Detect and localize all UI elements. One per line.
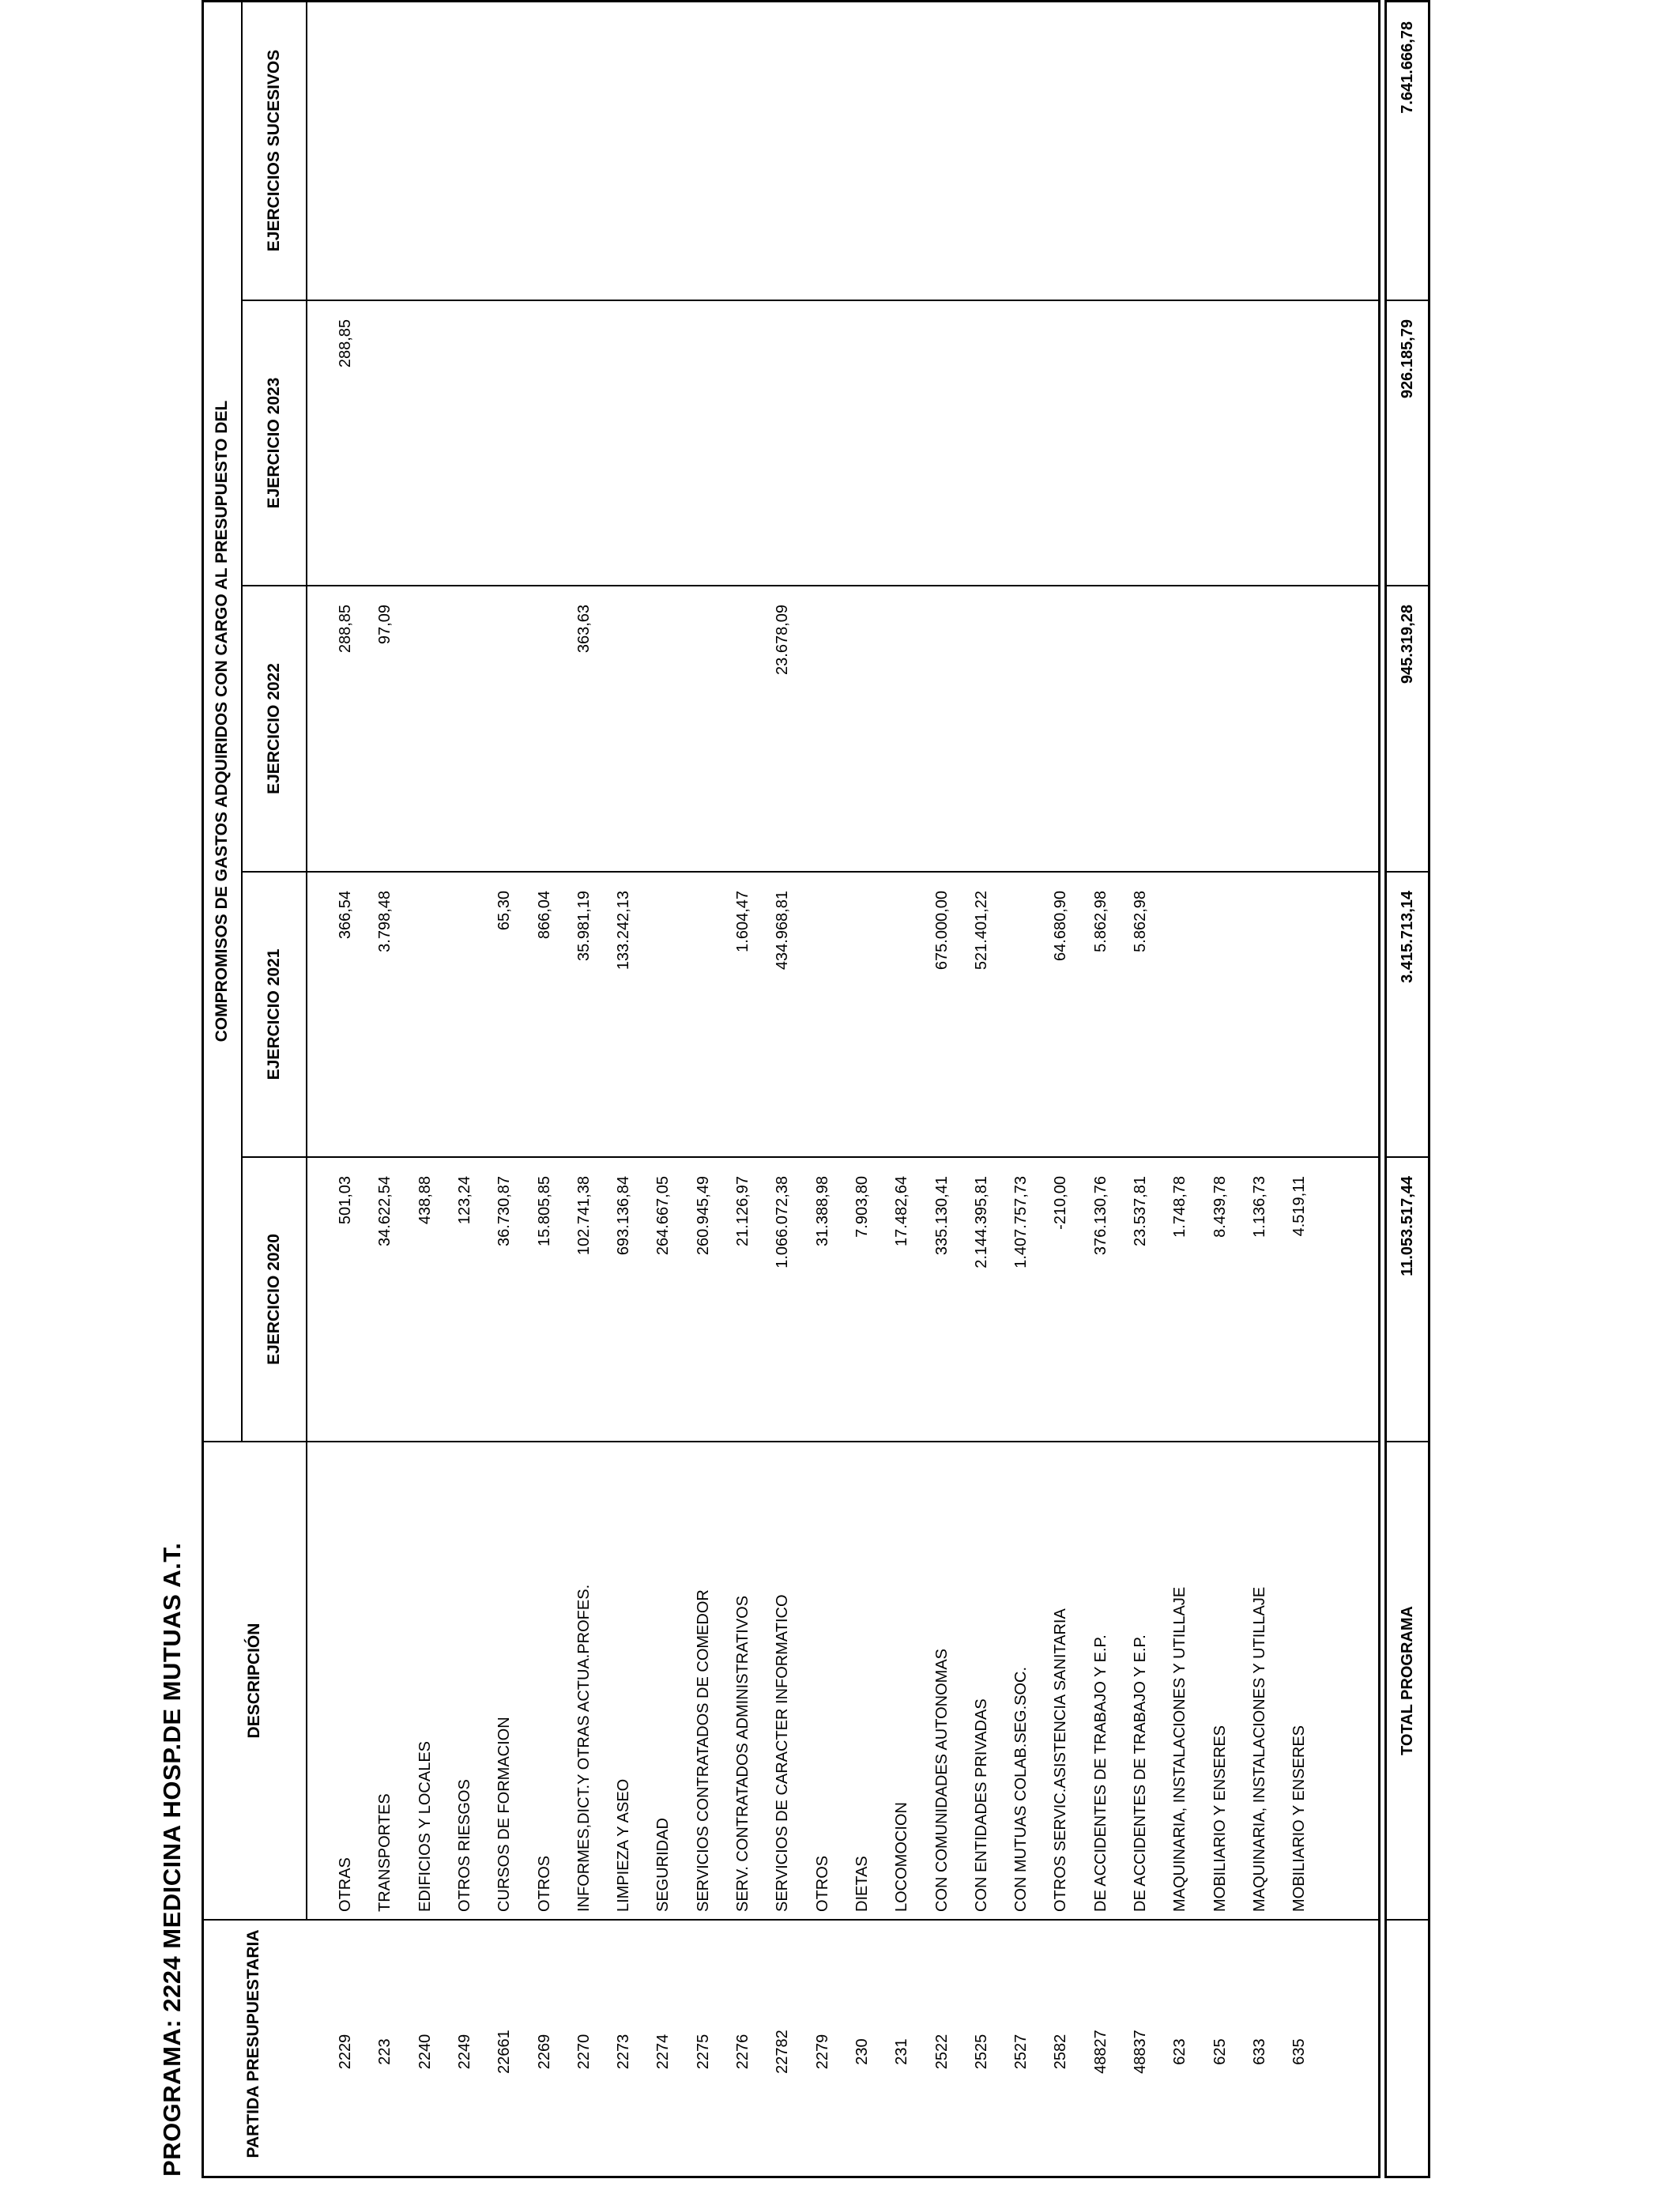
col-sep (241, 585, 1381, 586)
col-sep (1384, 1919, 1430, 1921)
cell-ejercicio-2020: 1.407.757,73 (1012, 1176, 1030, 1269)
cell-descripcion: OTROS SERVIC.ASISTENCIA SANITARIA (1052, 1608, 1069, 1912)
cell-ejercicio-2020: 17.482,64 (893, 1176, 910, 1246)
col-sep (1384, 300, 1430, 301)
cell-ejercicio-2020: -210,00 (1052, 1176, 1069, 1230)
cell-ejercicio-2021: 521.401,22 (973, 891, 990, 971)
cell-partida: 2527 (1012, 2034, 1030, 2070)
cell-descripcion: LIMPIEZA Y ASEO (615, 1778, 632, 1912)
col-sep (202, 1919, 1381, 1921)
cell-descripcion: MOBILIARIO Y ENSERES (1211, 1725, 1229, 1912)
total-ejercicio-2021: 3.415.713,14 (1399, 891, 1416, 983)
cell-partida: 633 (1251, 2038, 1268, 2065)
cell-ejercicio-2021: 366,54 (337, 891, 354, 940)
cell-ejercicio-2022: 97,09 (376, 605, 394, 645)
col-sep (241, 300, 1381, 301)
cell-partida: 2582 (1052, 2034, 1069, 2070)
header-partida: PARTIDA PRESUPUESTARIA (243, 1929, 262, 2158)
cell-ejercicio-2021: 65,30 (495, 891, 513, 931)
header-ejercicio-2023: EJERCICIO 2023 (264, 377, 283, 509)
cell-ejercicio-2021: 3.798,48 (376, 891, 394, 952)
cell-descripcion: SERVICIOS DE CARACTER INFORMATICO (774, 1594, 791, 1912)
cell-ejercicio-2022: 363,63 (575, 605, 593, 654)
cell-partida: 2525 (973, 2034, 990, 2070)
cell-ejercicio-2020: 31.388,98 (814, 1176, 831, 1246)
cell-descripcion: DE ACCIDENTES DE TRABAJO Y E.P. (1092, 1634, 1109, 1912)
cell-ejercicio-2020: 23.537,81 (1132, 1176, 1149, 1246)
cell-descripcion: SERV. CONTRATADOS ADMINISTRATIVOS (734, 1595, 751, 1912)
col-sep (1384, 871, 1430, 873)
col-sep (241, 1156, 1381, 1158)
header-ejercicio-2022: EJERCICIO 2022 (264, 663, 283, 794)
header-ejercicio-2020: EJERCICIO 2020 (264, 1234, 283, 1365)
cell-ejercicio-2020: 264.667,05 (654, 1176, 672, 1256)
total-label: TOTAL PROGRAMA (1399, 1606, 1416, 1755)
cell-ejercicio-2020: 2.144.395,81 (973, 1176, 990, 1269)
col-sep (202, 1441, 1381, 1442)
cell-ejercicio-2021: 35.981,19 (575, 891, 593, 961)
cell-ejercicio-2020: 501,03 (337, 1176, 354, 1225)
cell-ejercicio-2020: 1.066.072,38 (774, 1176, 791, 1269)
cell-descripcion: SEGURIDAD (654, 1818, 672, 1912)
cell-descripcion: CON ENTIDADES PRIVADAS (973, 1698, 990, 1912)
cell-descripcion: DE ACCIDENTES DE TRABAJO Y E.P. (1132, 1634, 1149, 1912)
total-ejercicio-2023: 926.185,79 (1399, 319, 1416, 399)
cell-partida: 2229 (337, 2034, 354, 2070)
cell-descripcion: OTROS (536, 1855, 553, 1912)
cell-ejercicio-2021: 1.604,47 (734, 891, 751, 952)
cell-descripcion: CON MUTUAS COLAB.SEG.SOC. (1012, 1666, 1030, 1912)
cell-partida: 2273 (615, 2034, 632, 2070)
col-sep (1384, 1156, 1430, 1158)
cell-descripcion: DIETAS (853, 1856, 871, 1912)
cell-ejercicio-2021: 133.242,13 (615, 891, 632, 971)
cell-ejercicio-2021: 434.968,81 (774, 891, 791, 971)
cell-ejercicio-2023: 288,85 (337, 319, 354, 368)
header-ejercicio-2021: EJERCICIO 2021 (264, 948, 283, 1080)
cell-partida: 48837 (1132, 2030, 1149, 2074)
cell-partida: 223 (376, 2038, 394, 2065)
cell-partida: 22661 (495, 2030, 513, 2074)
cell-descripcion: LOCOMOCION (893, 1802, 910, 1912)
cell-descripcion: CON COMUNIDADES AUTONOMAS (933, 1649, 951, 1912)
cell-ejercicio-2020: 438,88 (416, 1176, 434, 1225)
header-descripcion: DESCRIPCIÓN (245, 1623, 264, 1739)
cell-ejercicio-2020: 1.748,78 (1171, 1176, 1188, 1238)
cell-ejercicio-2021: 5.862,98 (1092, 891, 1109, 952)
cell-partida: 2249 (456, 2034, 473, 2070)
cell-ejercicio-2022: 288,85 (337, 605, 354, 654)
cell-ejercicio-2020: 4.519,11 (1290, 1176, 1308, 1237)
total-ejercicio-2020: 11.053.517,44 (1399, 1176, 1416, 1276)
program-title: PROGRAMA: 2224 MEDICINA HOSP.DE MUTUAS A.T. (158, 1542, 186, 2177)
cell-descripcion: TRANSPORTES (376, 1793, 394, 1912)
cell-descripcion: SERVICIOS CONTRATADOS DE COMEDOR (695, 1589, 712, 1912)
cell-ejercicio-2020: 7.903,80 (853, 1176, 871, 1238)
cell-ejercicio-2020: 335.130,41 (933, 1176, 951, 1256)
cell-ejercicio-2020: 36.730,87 (495, 1176, 513, 1246)
cell-ejercicio-2020: 123,24 (456, 1176, 473, 1225)
cell-descripcion: MOBILIARIO Y ENSERES (1290, 1725, 1308, 1912)
cell-ejercicio-2020: 102.741,38 (575, 1176, 593, 1256)
cell-partida: 2275 (695, 2034, 712, 2070)
total-ejercicio-2022: 945.319,28 (1399, 605, 1416, 684)
cell-ejercicio-2022: 23.678,09 (774, 605, 791, 675)
cell-partida: 2276 (734, 2034, 751, 2070)
cell-ejercicio-2020: 693.136,84 (615, 1176, 632, 1256)
cell-partida: 2279 (814, 2034, 831, 2070)
cell-descripcion: OTROS (814, 1855, 831, 1912)
cell-descripcion: OTROS RIESGOS (456, 1779, 473, 1912)
cell-descripcion: MAQUINARIA, INSTALACIONES Y UTILLAJE (1251, 1586, 1268, 1912)
cell-partida: 2274 (654, 2034, 672, 2070)
cell-partida: 22782 (774, 2030, 791, 2074)
cell-descripcion: INFORMES,DICT.Y OTRAS ACTUA.PROFES. (575, 1584, 593, 1912)
cell-partida: 2270 (575, 2034, 593, 2070)
cell-ejercicio-2021: 866,04 (536, 891, 553, 940)
cell-partida: 635 (1290, 2038, 1308, 2065)
cell-ejercicio-2020: 21.126,97 (734, 1176, 751, 1246)
header-ejercicios-sucesivos: EJERCICIOS SUCESIVOS (264, 49, 283, 252)
cell-descripcion: EDIFICIOS Y LOCALES (416, 1740, 434, 1912)
cell-partida: 2269 (536, 2034, 553, 2070)
cell-partida: 623 (1171, 2038, 1188, 2065)
cell-ejercicio-2020: 1.136,73 (1251, 1176, 1268, 1238)
cell-ejercicio-2020: 8.439,78 (1211, 1176, 1229, 1238)
cell-ejercicio-2020: 15.805,85 (536, 1176, 553, 1246)
cell-partida: 2240 (416, 2034, 434, 2070)
cell-partida: 231 (893, 2038, 910, 2065)
cell-partida: 48827 (1092, 2030, 1109, 2074)
header-compromisos-group: COMPROMISOS DE GASTOS ADQUIRIDOS CON CARGO AL PRESUPUESTO DEL (213, 400, 232, 1042)
cell-ejercicio-2021: 64.680,90 (1052, 891, 1069, 961)
col-sep (241, 871, 1381, 873)
cell-partida: 2522 (933, 2034, 951, 2070)
cell-partida: 230 (853, 2038, 871, 2065)
cell-ejercicio-2020: 34.622,54 (376, 1176, 394, 1246)
cell-ejercicio-2020: 260.945,49 (695, 1176, 712, 1256)
cell-ejercicio-2021: 5.862,98 (1132, 891, 1149, 952)
cell-descripcion: OTRAS (337, 1857, 354, 1912)
cell-partida: 625 (1211, 2038, 1229, 2065)
total-ejercicios-sucesivos: 7.641.666,78 (1399, 21, 1416, 114)
cell-descripcion: CURSOS DE FORMACION (495, 1717, 513, 1912)
cell-ejercicio-2021: 675.000,00 (933, 891, 951, 971)
header-bottom-sep (306, 0, 307, 1921)
col-sep (1384, 585, 1430, 586)
cell-descripcion: MAQUINARIA, INSTALACIONES Y UTILLAJE (1171, 1586, 1188, 1912)
cell-ejercicio-2020: 376.130,76 (1092, 1176, 1109, 1256)
